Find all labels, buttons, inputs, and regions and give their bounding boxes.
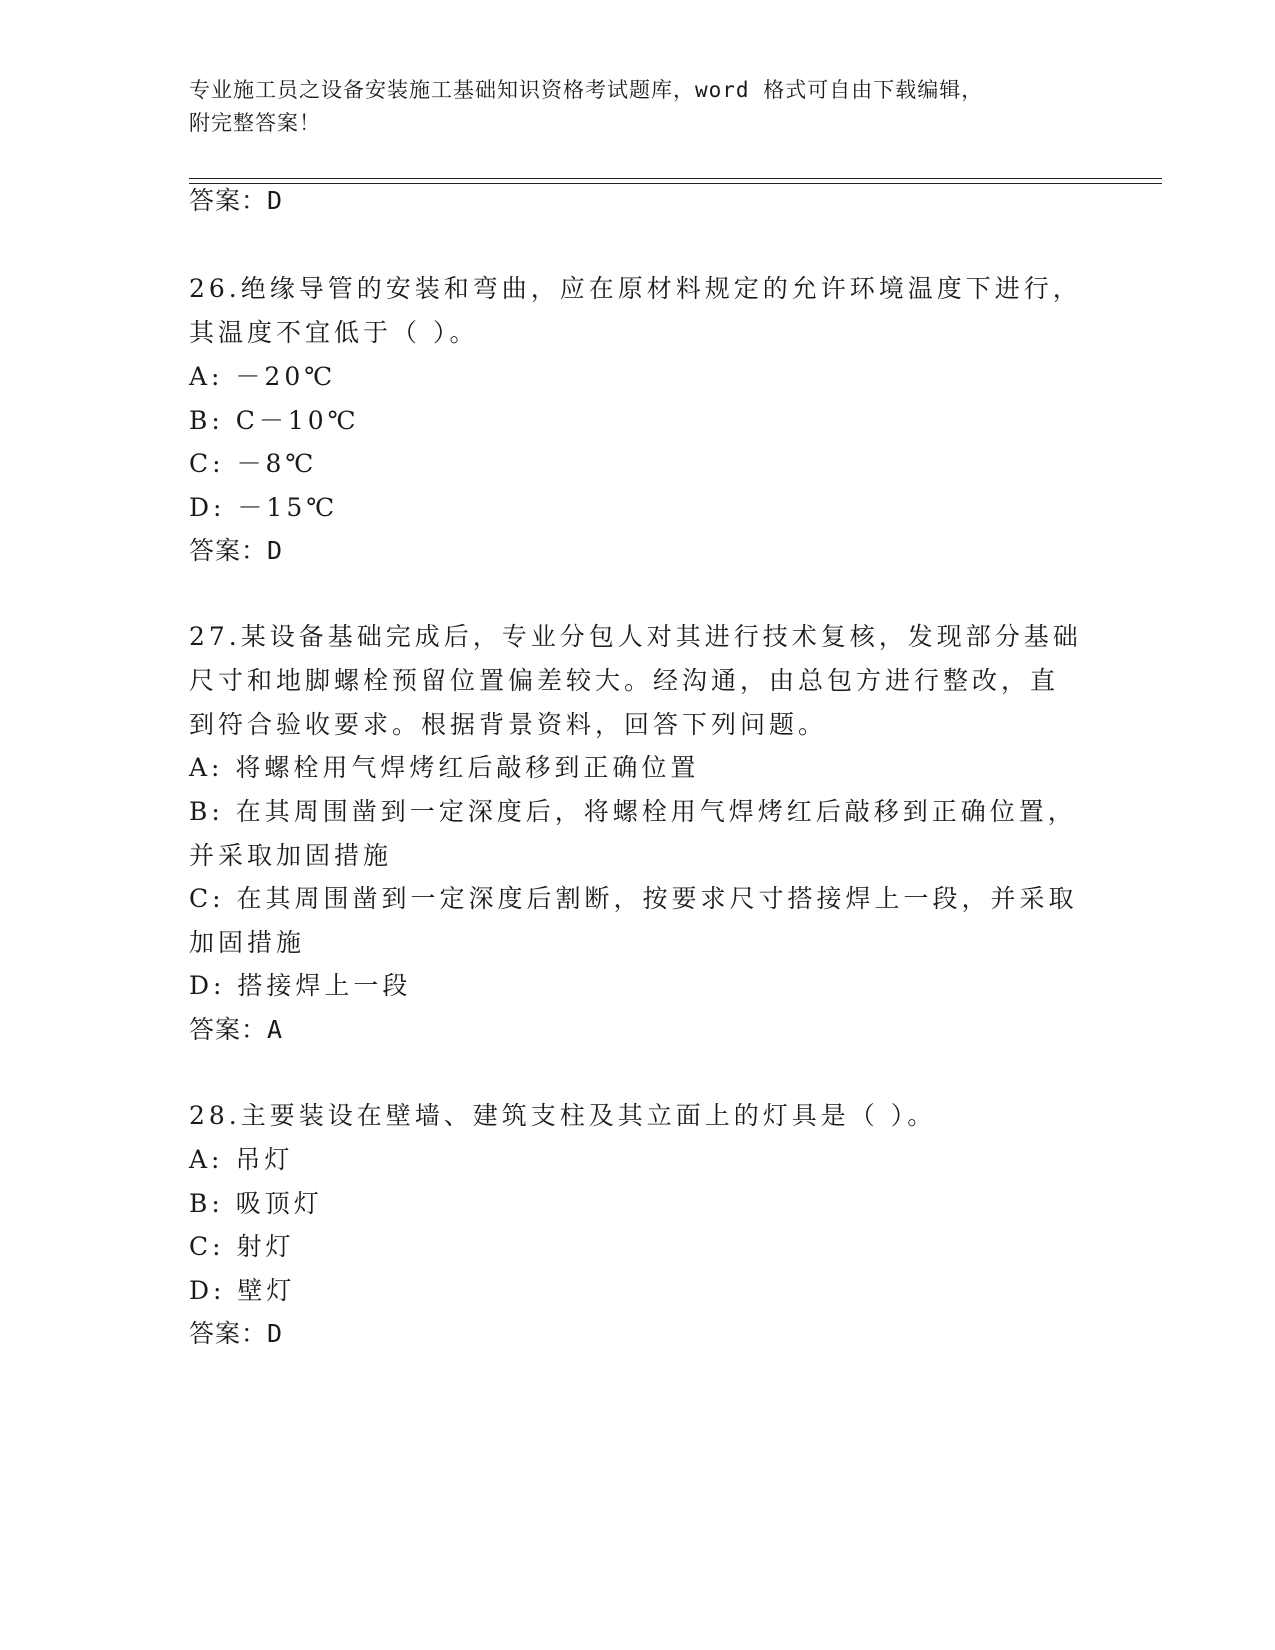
- previous-answer: 答案：D: [189, 186, 284, 215]
- question-26-answer: 答案：D: [189, 536, 284, 565]
- question-28-stem: 28.主要装设在壁墙、建筑支柱及其立面上的灯具是（ ）。: [189, 1101, 937, 1130]
- header-line: 专业施工员之设备安装施工基础知识资格考试题库，word 格式可自由下载编辑，: [189, 78, 984, 102]
- header-divider: [189, 178, 1162, 179]
- question-28-option-b: B: 吸顶灯: [189, 1189, 323, 1218]
- question-27-option-c: 加固措施: [189, 928, 306, 957]
- header-divider: [189, 183, 1162, 184]
- question-26-option-a: A: －20℃: [189, 362, 337, 391]
- question-27-stem: 尺寸和地脚螺栓预留位置偏差较大。经沟通，由总包方进行整改，直: [189, 666, 1060, 695]
- question-28-option-a: A: 吊灯: [189, 1145, 294, 1174]
- header-line: 附完整答案！: [189, 111, 321, 135]
- document-header: [189, 74, 1089, 140]
- question-27-option-a: A: 将螺栓用气焊烤红后敲移到正确位置: [189, 753, 700, 782]
- question-27-option-c: C: 在其周围凿到一定深度后割断，按要求尺寸搭接焊上一段，并采取: [189, 884, 1078, 913]
- question-28-option-d: D: 壁灯: [189, 1276, 296, 1305]
- question-27-option-d: D: 搭接焊上一段: [189, 971, 412, 1000]
- question-27-stem: 27.某设备基础完成后，专业分包人对其进行技术复核，发现部分基础: [189, 622, 1082, 651]
- question-27-option-b: B: 在其周围凿到一定深度后，将螺栓用气焊烤红后敲移到正确位置，: [189, 797, 1077, 826]
- question-28-answer: 答案：D: [189, 1319, 284, 1348]
- question-26-option-d: D: －15℃: [189, 493, 339, 522]
- question-26-stem: 26.绝缘导管的安装和弯曲，应在原材料规定的允许环境温度下进行，: [189, 274, 1082, 303]
- question-27-stem: 到符合验收要求。根据背景资料，回答下列问题。: [189, 710, 828, 739]
- question-28-option-c: C: 射灯: [189, 1232, 295, 1261]
- question-26-stem: 其温度不宜低于（ ）。: [189, 318, 479, 347]
- question-27-option-b: 并采取加固措施: [189, 841, 393, 870]
- question-26-option-c: C: －8℃: [189, 449, 318, 478]
- question-27-answer: 答案：A: [189, 1015, 284, 1044]
- question-26-option-b: B: C－10℃: [189, 406, 360, 435]
